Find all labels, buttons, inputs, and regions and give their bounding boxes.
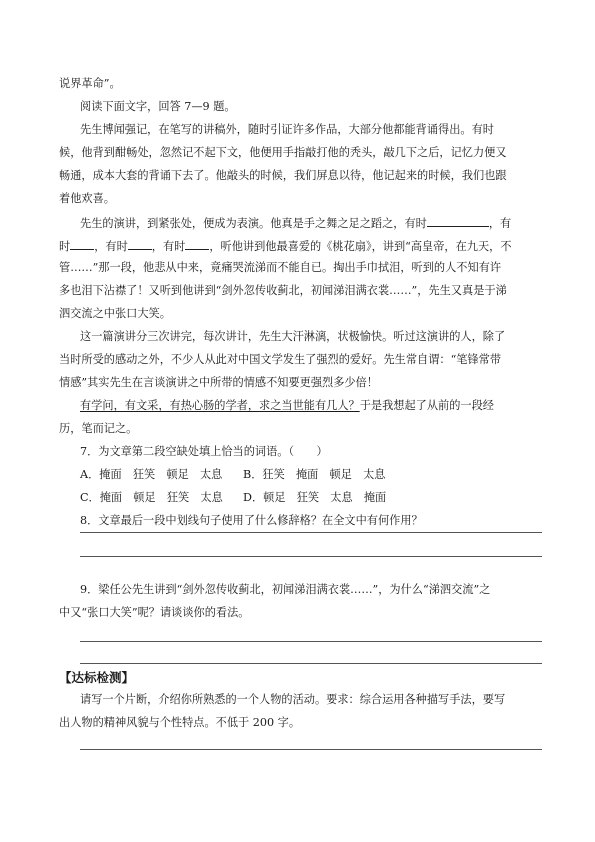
para2-text: ，有时 <box>94 240 128 253</box>
option-d[interactable]: D．顿足 狂笑 太息 掩面 <box>243 491 387 504</box>
para4-text: 于是我想起了从前的一段经 <box>359 399 494 412</box>
fill-blank-4[interactable] <box>185 238 209 250</box>
para2-line-2 <box>59 238 512 254</box>
option-c[interactable]: C．掩面 顿足 狂笑 太息 <box>80 491 223 504</box>
para2-line-3: 管……”那一段，他悲从中来，竟痛哭流涕而不能自已。掏出手巾拭泪，听到的人不知有许 <box>59 261 502 274</box>
question-9-stem-line-2: 中又“张口大笑”呢？请谈谈你的看法。 <box>59 606 250 619</box>
para2-line-4: 多也泪下沾襟了！又听到他讲到“剑外忽传收蓟北，初闻涕泪满衣裳……”，先生又真是于涕 <box>59 284 507 297</box>
para2-text: ，有时 <box>151 240 186 253</box>
fill-blank-2[interactable] <box>70 238 94 250</box>
answer-line[interactable] <box>80 749 542 750</box>
answer-line[interactable] <box>80 556 542 557</box>
question-7-options-row-2 <box>80 491 386 505</box>
fill-blank-1[interactable] <box>427 215 489 227</box>
para4-line-1 <box>80 399 494 413</box>
para1-line-1: 先生博闻强记，在笔写的讲稿外，随时引证许多作品，大部分他都能背诵得出。有时 <box>80 123 494 136</box>
para2-text: 时 <box>59 240 71 253</box>
para3-line-1: 这一篇演讲分三次讲完，每次讲计，先生大汗淋漓，状极愉快。听过这演讲的人，除了 <box>80 330 506 343</box>
option-b[interactable]: B．狂笑 掩面 顿足 太息 <box>243 468 386 481</box>
question-9-stem-line-1: 9．梁任公先生讲到“剑外忽传收蓟北，初闻涕泪满衣裳……”，为什么“涕泗交流”之 <box>80 583 491 596</box>
task-line-1: 请写一个片断，介绍你所熟悉的一个人物的活动。要求：综合运用各种描写手法，要写 <box>80 693 506 706</box>
para2-text: ，听他讲到他最喜爱的《桃花扇》，讲到“高皇帝，在九天，不 <box>209 240 512 253</box>
section-heading: 【达标检测】 <box>59 670 135 685</box>
para2-line-1 <box>80 215 511 231</box>
task-line-2: 出人物的精神风貌与个性特点。不低于 200 字。 <box>59 716 301 729</box>
question-7-stem: 7．为文章第二段空缺处填上恰当的词语。（ ） <box>80 445 328 458</box>
para1-line-2: 候，他背到酣畅处，忽然记不起下文，他便用手指敲打他的秃头，敲几下之后，记忆力便又 <box>59 146 507 159</box>
question-7-options-row-1 <box>80 468 385 482</box>
para2-text: 先生的演讲，到紧张处，便成为表演。他真是手之舞之足之蹈之，有时 <box>80 217 427 230</box>
para2-line-5: 泗交流之中张口大笑。 <box>59 307 171 320</box>
answer-line[interactable] <box>80 641 542 642</box>
passage-line-0: 说界革命”。 <box>59 77 121 90</box>
para1-line-4: 着他欢喜。 <box>59 192 115 205</box>
fill-blank-3[interactable] <box>128 238 152 250</box>
para3-line-2: 当时所受的感动之外，不少人从此对中国文学发生了强烈的爱好。先生常自谓：“笔锋常带 <box>59 353 502 366</box>
underlined-sentence: 有学问，有文采，有热心肠的学者，求之当世能有几人？ <box>80 399 360 412</box>
para4-line-2: 历，笔而记之。 <box>59 422 138 435</box>
para1-line-3: 畅通，成本大套的背诵下去了。他敲头的时候，我们屏息以待，他记起来的时候，我们也跟 <box>59 169 507 182</box>
answer-line[interactable] <box>80 663 542 664</box>
option-a[interactable]: A．掩面 狂笑 顿足 太息 <box>80 468 223 481</box>
para2-text: ，有 <box>488 217 512 230</box>
para3-line-3: 情感”其实先生在言谈演讲之中所带的情感不知要更强烈多少倍！ <box>59 376 378 389</box>
question-8-stem: 8．文章最后一段中划线句子使用了什么修辞格？在全文中有何作用？ <box>80 514 423 527</box>
passage-intro: 阅读下面文字，回答 7—9 题。 <box>80 100 236 113</box>
answer-line[interactable] <box>80 532 542 533</box>
